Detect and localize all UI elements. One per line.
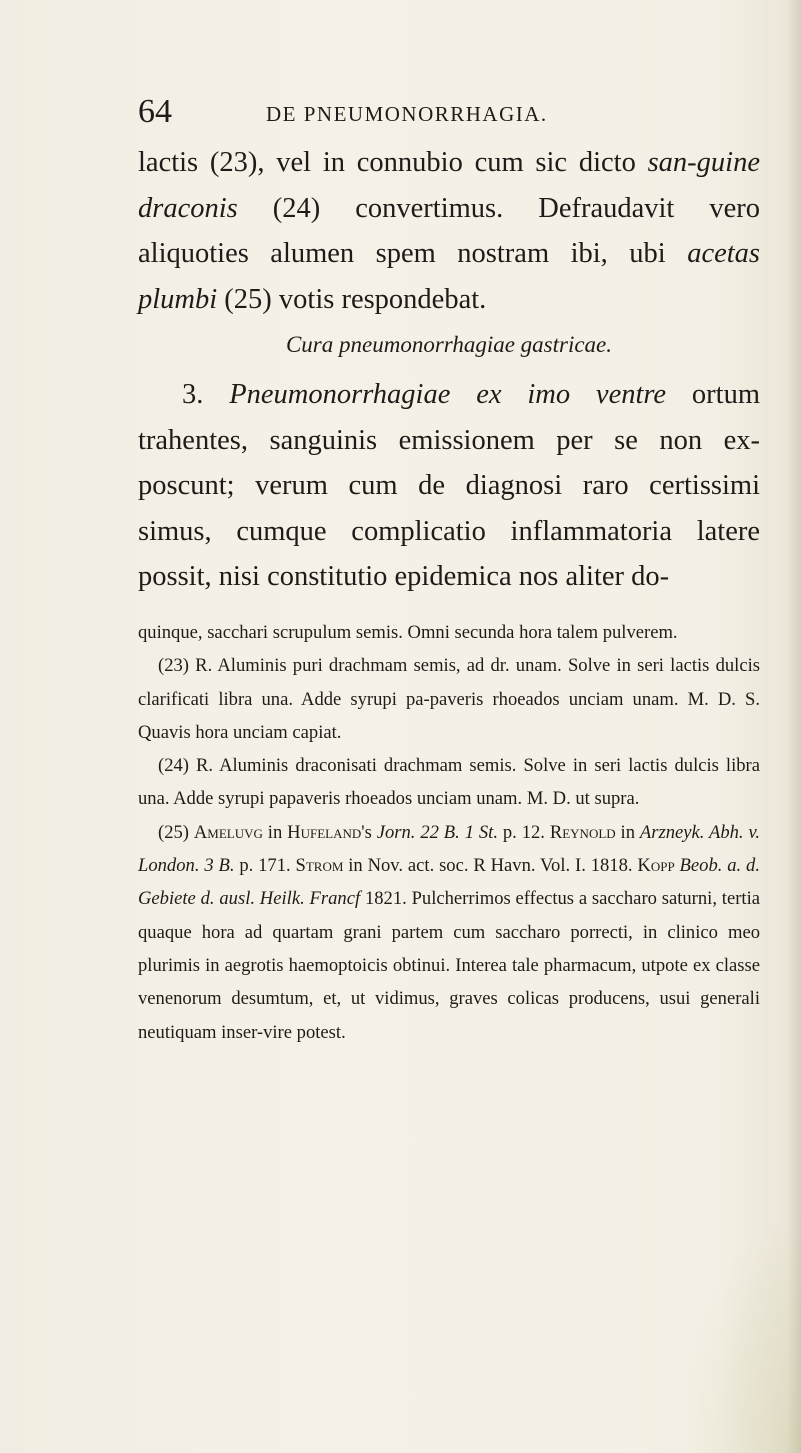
p2-italic-lead: Pneumonorrhagiae ex imo ventre bbox=[229, 379, 667, 410]
author-kopp: Kopp bbox=[637, 855, 675, 877]
footnote-23-text: R. Aluminis puri drachmam semis, ad dr. unam. Solve in seri lactis dulcis clarificati libra una. Adde syrupi pa-paveris rhoeados unciam unam. M. D. S. Quavis hora unciam capiat. bbox=[138, 655, 760, 743]
fn25-text-2: 's bbox=[361, 821, 377, 843]
p1-italic-term-2: acetas plumbi bbox=[138, 238, 760, 315]
footnote-23 bbox=[138, 649, 760, 749]
citation-arzneyk: Arzneyk. Abh. v. London. 3 B. bbox=[138, 821, 760, 877]
footnotes bbox=[138, 616, 760, 1049]
page-stain bbox=[681, 1213, 801, 1453]
fn25-text-3: p. 12. bbox=[497, 821, 550, 843]
author-reynold: Reynold bbox=[549, 821, 616, 843]
footnote-24-label: (24) bbox=[158, 755, 189, 777]
fn25-text-8: 1821. Pulcherrimos effectus a saccharo saturni, tertia quaque hora ad quartam grani partem cum saccharo porrecti, in clinico meo plurimis in aegrotis haemoptoicis obtinui. Interea tale pharmacum, utpote ex classe venenorum desumtum, et, ut vidimus, graves colicas producens, usui generali neutiquam inser-vire potest. bbox=[138, 888, 760, 1043]
page-header bbox=[138, 92, 698, 136]
paragraph-continuation bbox=[138, 140, 760, 322]
fn25-text-1: in bbox=[262, 821, 288, 843]
p1-text-1: lactis (23), vel in connubio cum sic dicto bbox=[138, 147, 648, 178]
paragraph-section-3 bbox=[138, 372, 760, 600]
citation-beob: Beob. a. d. Gebiete d. ausl. Heilk. Francf bbox=[138, 855, 760, 910]
author-ameluvg: Ameluvg bbox=[193, 821, 263, 843]
footnote-25-label: (25) bbox=[158, 821, 189, 843]
footnote-25 bbox=[138, 816, 760, 1049]
footnote-23-label: (23) bbox=[158, 655, 189, 677]
author-hufeland: Hufeland bbox=[287, 821, 362, 843]
fn25-text-5: p. 171. bbox=[234, 855, 296, 877]
p1-italic-term-1: san-guine draconis bbox=[138, 147, 760, 224]
p2-number: 3. bbox=[182, 379, 230, 410]
page-number: 64 bbox=[138, 93, 172, 130]
fn25-text-6: in Nov. act. soc. R Havn. Vol. I. 1818. bbox=[343, 855, 638, 877]
footnote-24 bbox=[138, 749, 760, 816]
footnote-continuation: quinque, sacchari scrupulum semis. Omni secunda hora talem pulverem. bbox=[138, 622, 678, 643]
citation-jorn: Jorn. 22 B. 1 St. bbox=[376, 821, 498, 843]
running-head: DE PNEUMONORRHAGIA. bbox=[266, 102, 548, 126]
p2-text: ortum trahentes, sanguinis emissionem per se non ex-poscunt; verum cum de diagnosi raro certissimi simus, cumque complicatio inflammatoria latere possit, nisi constitutio epidemica nos aliter do- bbox=[138, 379, 760, 592]
fn25-text-4: in bbox=[615, 821, 640, 843]
footnote-24-text: R. Aluminis draconisati drachmam semis. Solve in seri lactis dulcis libra una. Adde syrupi papaveris rhoeados unciam unam. M. D. ut supra. bbox=[138, 755, 760, 810]
section-heading: Cura pneumonorrhagiae gastricae. bbox=[285, 332, 613, 357]
p1-text-2: (24) convertimus. Defraudavit vero aliquoties alumen spem nostram ibi, ubi bbox=[138, 192, 760, 269]
p1-text-3: (25) votis respondebat. bbox=[217, 283, 487, 315]
author-strom: Strom bbox=[295, 855, 344, 877]
